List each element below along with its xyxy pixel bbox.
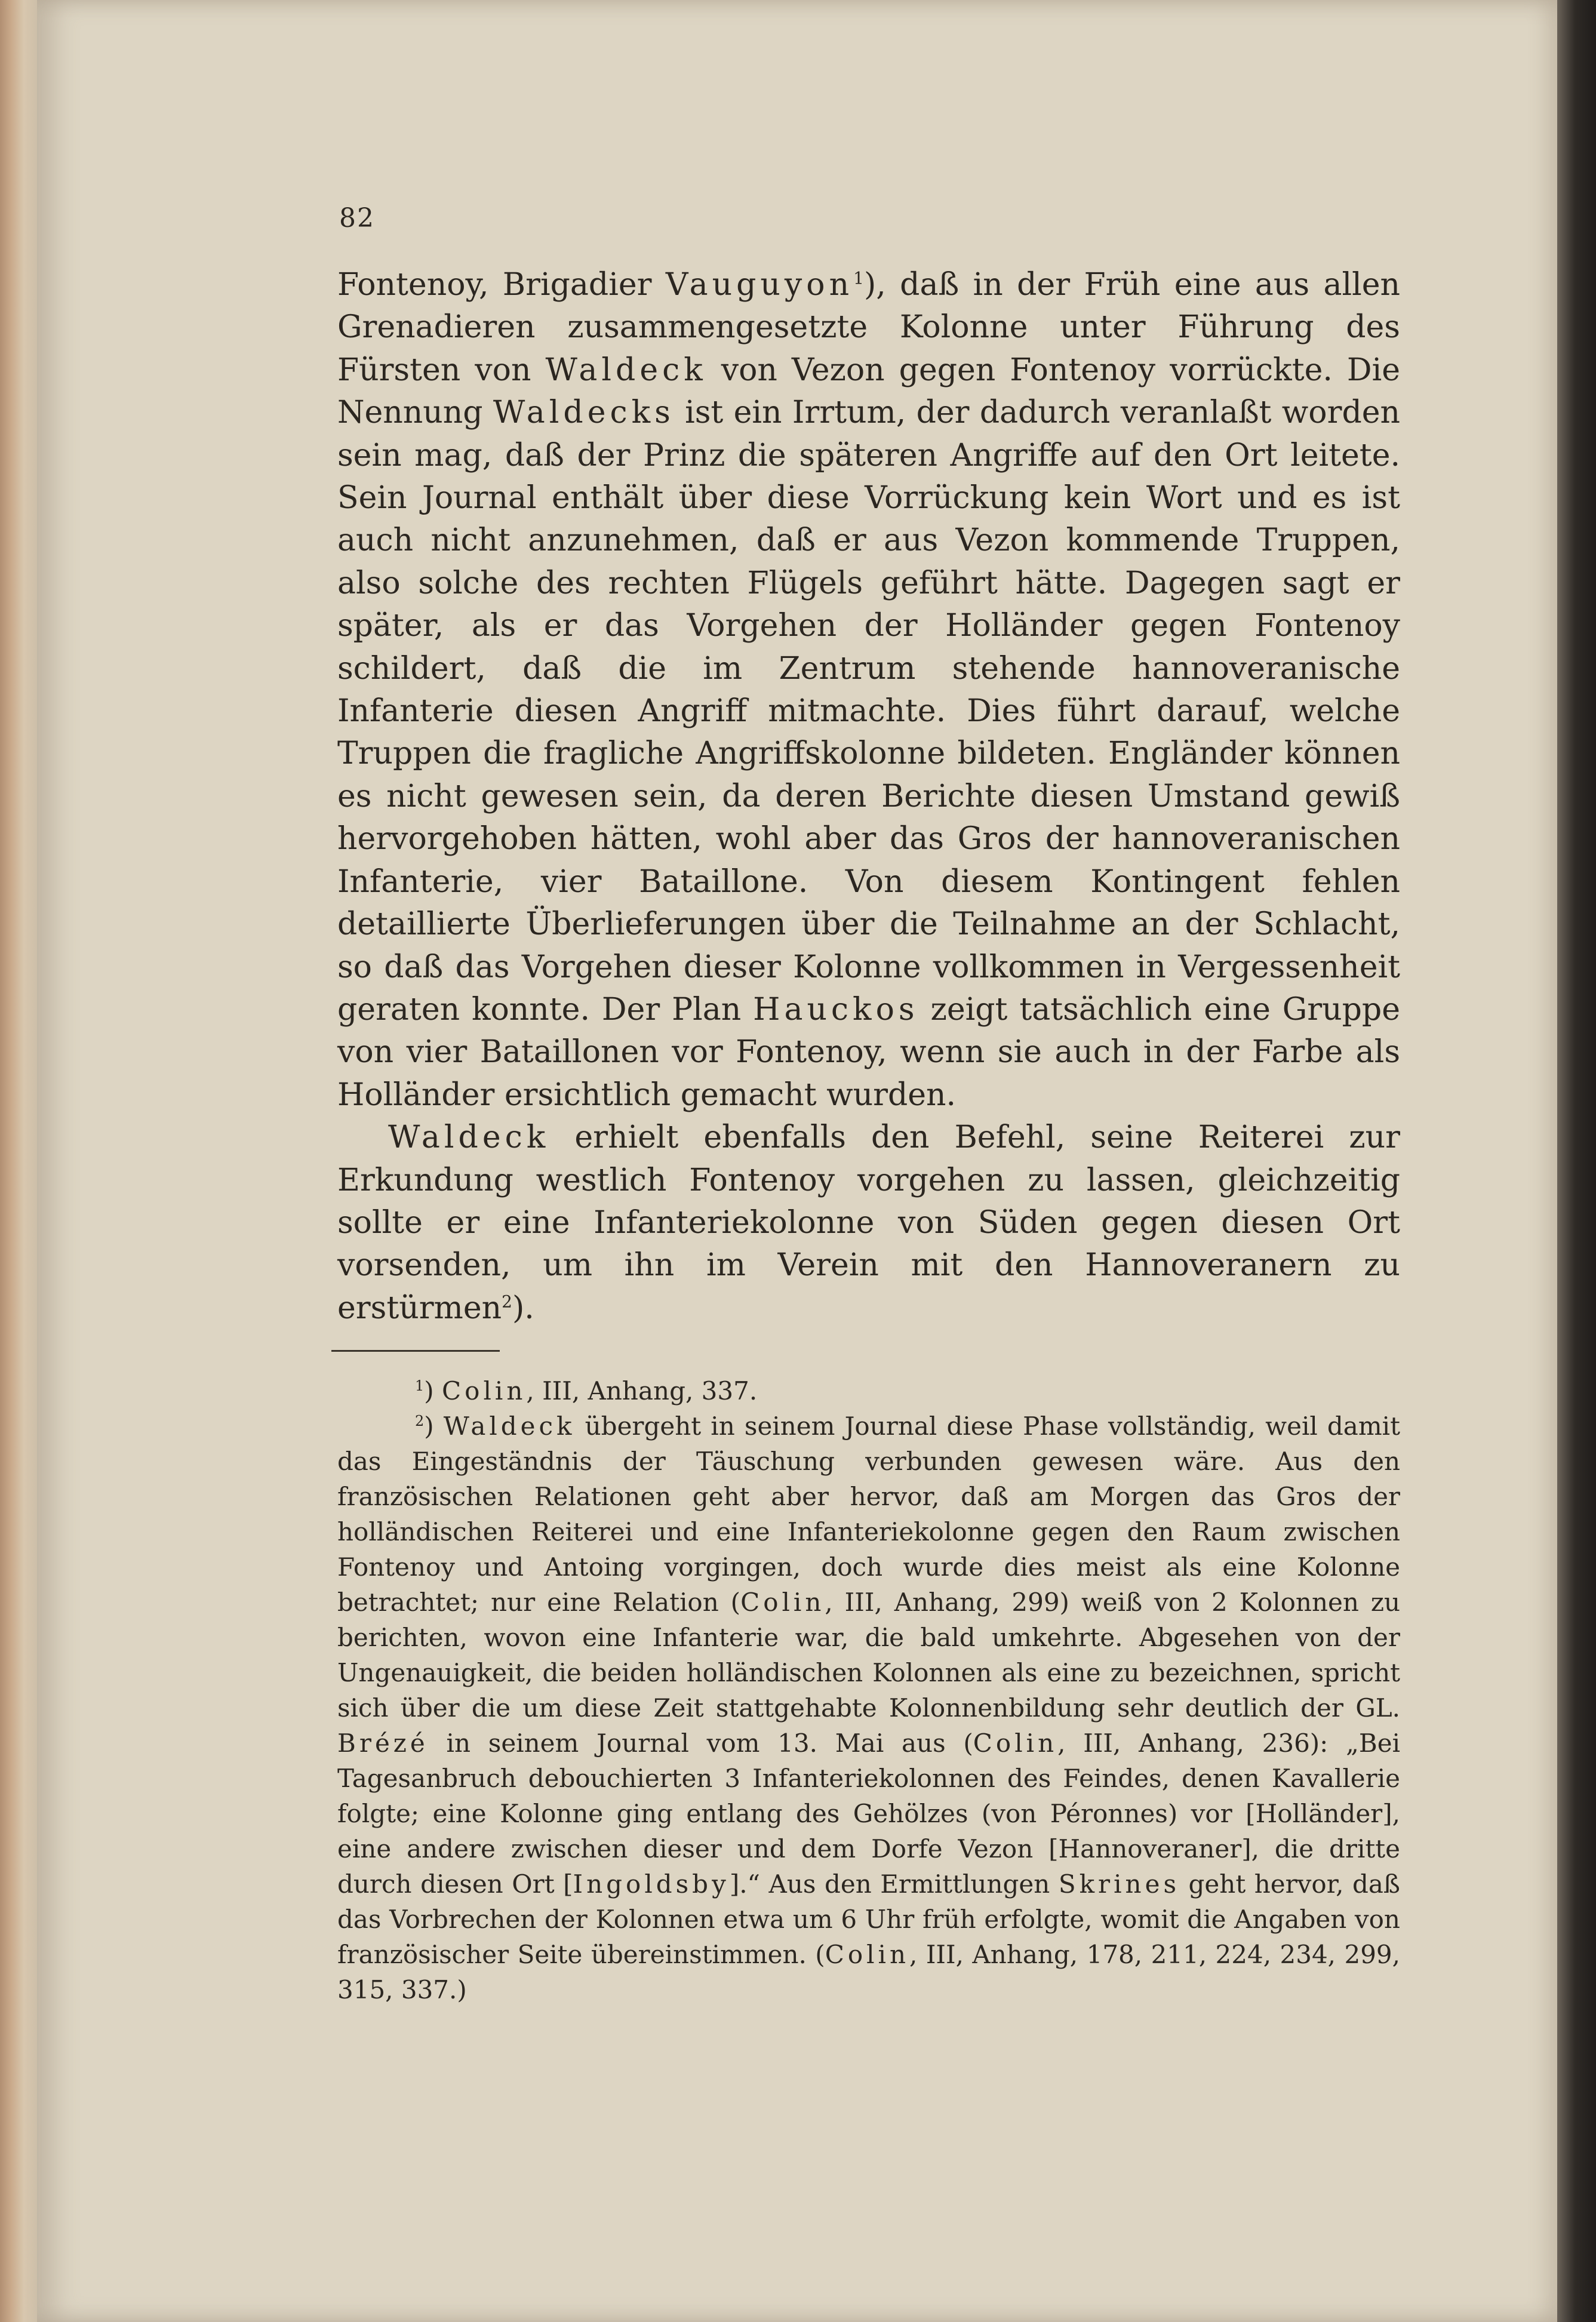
text-run: ].“ Aus den Ermittlungen	[729, 1869, 1059, 1899]
book-binding-left	[0, 0, 37, 2322]
footnote-marker: 2	[415, 1413, 425, 1429]
text-run: von Vezon gegen Fontenoy vorrückte. Die Nennung	[337, 352, 1400, 431]
spaced-name: Vauguyon	[665, 267, 854, 303]
spaced-name: Colin	[442, 1376, 527, 1405]
text-run: Fontenoy, Brigadier	[337, 267, 666, 303]
spaced-name: Waldeck	[388, 1120, 550, 1156]
footnote	[337, 1373, 1400, 1408]
text-run: , III, Anhang, 178, 211, 224, 234, 299, 315, 337.)	[337, 1940, 1400, 2004]
text-run: , III, Anhang, 337.	[526, 1376, 758, 1405]
text-run: geht hervor, daß das Vorbrechen der Kolonnen etwa um 6 Uhr früh erfolgte, womit die Angaben von französischer Seite übereinstimmen. (	[337, 1869, 1400, 1969]
spaced-name: Brézé	[337, 1729, 429, 1758]
spaced-name: Waldecks	[493, 395, 675, 431]
text-run: übergeht in seinem Journal diese Phase vollständig, weil damit das Eingeständnis der Täuschung verbunden gewesen wäre. Aus den französischen Relationen geht aber hervor, daß am Morgen das Gros der holländischen Reiterei und eine Infanteriekolonne gegen den Raum zwischen Fontenoy und Antoing vorgingen, doch wurde dies meist als eine Kolonne betrachtet; nur eine Relation (	[337, 1411, 1400, 1617]
paragraph	[337, 264, 1400, 1117]
footnote	[337, 1408, 1400, 2007]
text-run: in seinem Journal vom 13. Mai aus (	[428, 1729, 973, 1758]
spaced-name: Colin	[740, 1588, 825, 1617]
spaced-name: Hauckos	[753, 991, 919, 1028]
page-number: 82	[339, 203, 375, 233]
footnote-divider	[331, 1350, 500, 1352]
spaced-name: Skrines	[1058, 1869, 1180, 1899]
text-run: )	[424, 1376, 442, 1405]
text-run: , III, Anhang, 236): „Bei Tagesanbruch debouchierten 3 Infanteriekolonnen des Feindes, denen Kavallerie folgte; eine Kolonne ging entlang des Gehölzes (von Péronnes) vor [Holländer], eine andere zwischen dieser und dem Dorfe Vezon [Hannoveraner], die dritte durch diesen Ort [	[337, 1729, 1401, 1899]
paragraph	[337, 1117, 1400, 1330]
footnotes	[337, 1373, 1400, 2007]
footnote-marker: 2	[502, 1291, 512, 1312]
text-run: , III, Anhang, 299) weiß von 2 Kolonnen zu berichten, wovon eine Infanterie war, die bald umkehrte. Abgesehen von der Ungenauigkeit, die beiden holländischen Kolonnen als eine zu bezeichnen, spricht sich über die um diese Zeit stattgehabte Kolonnenbildung sehr deutlich der GL.	[337, 1588, 1401, 1723]
body-text	[337, 264, 1400, 1330]
text-run: ), daß in der Früh eine aus allen Grenadieren zusammengesetzte Kolonne unter Führung des Fürsten von	[337, 267, 1400, 388]
spaced-name: Waldeck	[443, 1411, 576, 1441]
text-run: ist ein Irrtum, der dadurch veranlaßt worden sein mag, daß der Prinz die späteren Angriffe auf den Ort leitete. Sein Journal enthält über diese Vorrückung kein Wort und es ist auch nicht anzunehmen, daß er aus Vezon kommende Truppen, also solche des rechten Flügels geführt hätte. Dagegen sagt er später, als er das Vorgehen der Holländer gegen Fontenoy schildert, daß die im Zentrum stehende hannoveranische Infanterie diesen Angriff mitmachte. Dies führt darauf, welche Truppen die fragliche Angriffskolonne bildeten. Engländer können es nicht gewesen sein, da deren Berichte diesen Umstand gewiß hervorgehoben hätten, wohl aber das Gros der hannoveranischen Infanterie, vier Bataillone. Von diesem Kontingent fehlen detaillierte Überlieferungen über die Teilnahme an der Schlacht, so daß das Vorgehen dieser Kolonne vollkommen in Vergessenheit geraten konnte. Der Plan	[337, 395, 1400, 1028]
text-run: ).	[512, 1290, 534, 1326]
spaced-name: Colin	[825, 1940, 910, 1969]
spaced-name: Ingoldsby	[573, 1869, 730, 1899]
spaced-name: Waldeck	[545, 352, 707, 388]
spaced-name: Colin	[973, 1729, 1058, 1758]
text-run: )	[424, 1411, 444, 1441]
footnote-marker: 1	[853, 268, 864, 288]
book-binding-right	[1557, 0, 1596, 2322]
footnote-marker: 1	[415, 1377, 425, 1394]
text-run: erhielt ebenfalls den Befehl, seine Reiterei zur Erkundung westlich Fontenoy vorgehen zu lassen, gleichzeitig sollte er eine Infanteriekolonne von Süden gegen diesen Ort vorsenden, um ihn im Verein mit den Hannoveranern zu erstürmen	[337, 1120, 1400, 1326]
text-run: zeigt tatsächlich eine Gruppe von vier Bataillonen vor Fontenoy, wenn sie auch in der Farbe als Holländer ersichtlich gemacht wurden.	[337, 991, 1400, 1113]
